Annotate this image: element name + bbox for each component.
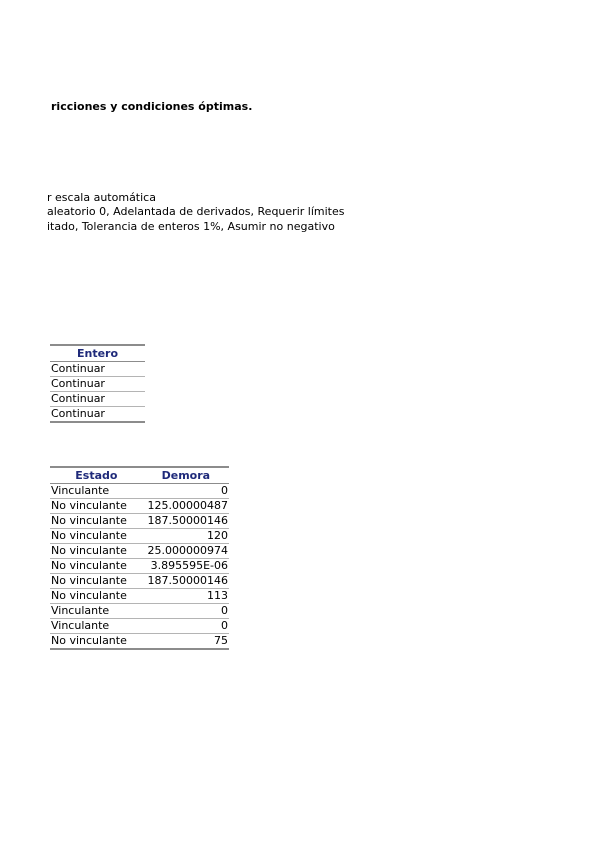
slack-cell: 0 <box>143 484 229 499</box>
integer-cell: Continuar <box>50 407 145 423</box>
status-cell: Vinculante <box>50 484 143 499</box>
slack-cell: 3.895595E-06 <box>143 559 229 574</box>
table-row <box>50 484 229 499</box>
status-cell: No vinculante <box>50 499 143 514</box>
slack-cell: 75 <box>143 634 229 650</box>
slack-cell: 120 <box>143 529 229 544</box>
options-line-2: aleatorio 0, Adelantada de derivados, Requerir límites <box>47 205 345 218</box>
table-row <box>50 362 145 377</box>
table-row <box>50 499 229 514</box>
table-row <box>50 559 229 574</box>
status-cell: No vinculante <box>50 634 143 650</box>
slack-cell: 0 <box>143 619 229 634</box>
options-line-3: itado, Tolerancia de enteros 1%, Asumir no negativo <box>47 220 335 233</box>
integer-table <box>50 344 145 423</box>
slack-cell: 0 <box>143 604 229 619</box>
status-cell: No vinculante <box>50 529 143 544</box>
status-cell: No vinculante <box>50 559 143 574</box>
table-row <box>50 619 229 634</box>
table-row <box>50 544 229 559</box>
table-row <box>50 514 229 529</box>
table-row <box>50 407 145 423</box>
slack-cell: 125.00000487 <box>143 499 229 514</box>
slack-cell: 187.50000146 <box>143 514 229 529</box>
table-row <box>50 529 229 544</box>
status-cell: No vinculante <box>50 544 143 559</box>
status-cell: No vinculante <box>50 514 143 529</box>
slack-column-header: Demora <box>143 467 229 484</box>
integer-cell: Continuar <box>50 392 145 407</box>
integer-column-header: Entero <box>50 345 145 362</box>
table-row <box>50 589 229 604</box>
slack-cell: 25.000000974 <box>143 544 229 559</box>
report-heading: ricciones y condiciones óptimas. <box>51 100 253 113</box>
status-cell: Vinculante <box>50 619 143 634</box>
status-column-header: Estado <box>50 467 143 484</box>
slack-cell: 187.50000146 <box>143 574 229 589</box>
table-row <box>50 377 145 392</box>
integer-cell: Continuar <box>50 377 145 392</box>
options-line-1: r escala automática <box>47 191 156 204</box>
table-row <box>50 634 229 650</box>
slack-cell: 113 <box>143 589 229 604</box>
status-cell: No vinculante <box>50 589 143 604</box>
table-row <box>50 604 229 619</box>
status-cell: No vinculante <box>50 574 143 589</box>
constraints-table <box>50 466 229 650</box>
table-row <box>50 574 229 589</box>
integer-cell: Continuar <box>50 362 145 377</box>
status-cell: Vinculante <box>50 604 143 619</box>
table-row <box>50 392 145 407</box>
